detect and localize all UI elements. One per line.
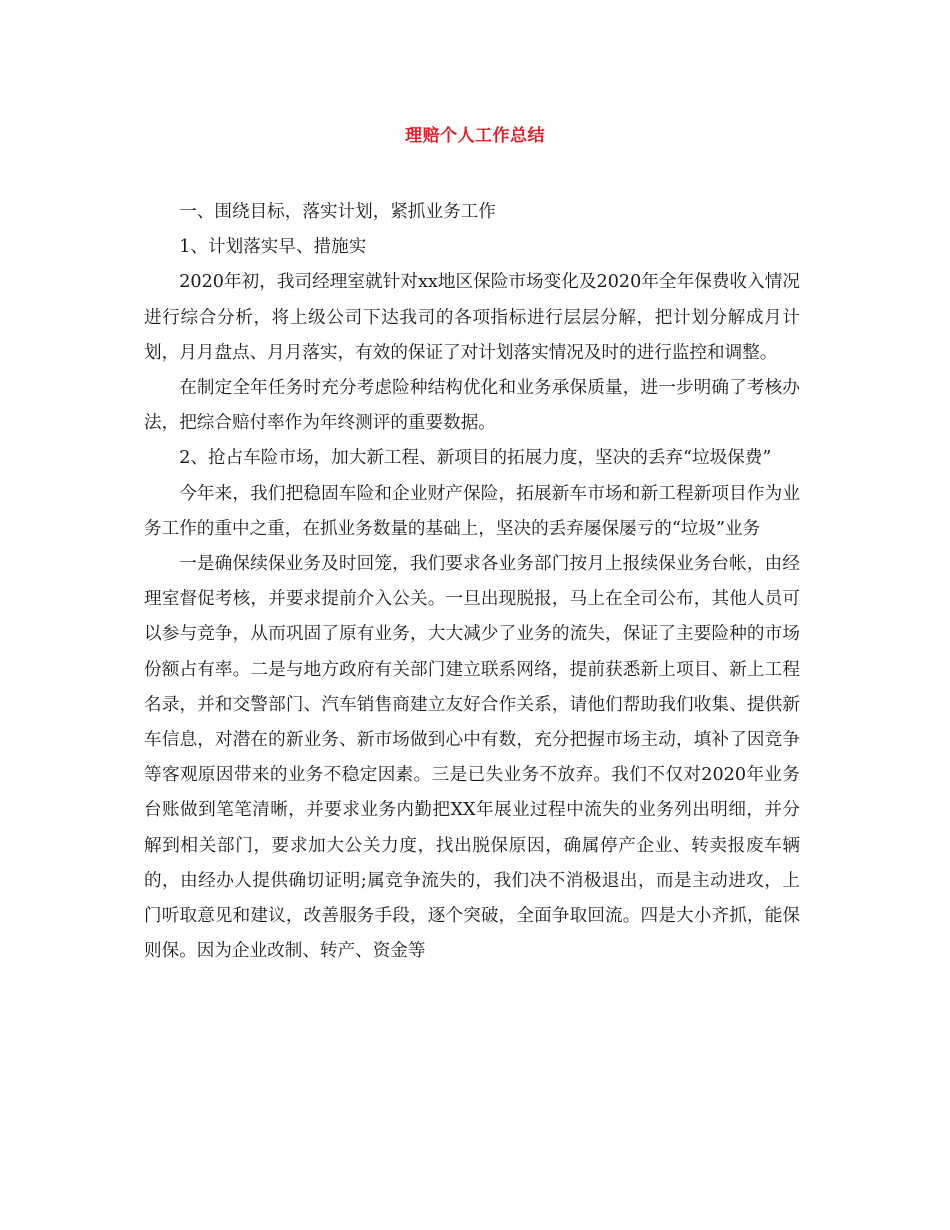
paragraph: 2020年初，我司经理室就针对xx地区保险市场变化及2020年全年保费收入情况进行综合分析，将上级公司下达我司的各项指标进行层层分解，把计划分解成月计划，月月盘点、月月落实，有效的保证了对计划落实情况及时的进行监控和调整。 [144, 272, 800, 363]
document-body [144, 195, 800, 969]
section-heading-1: 一、围绕目标，落实计划，紧抓业务工作 [179, 202, 496, 222]
paragraph: 今年来，我们把稳固车险和企业财产保险，拓展新车市场和新工程新项目作为业务工作的重中之重，在抓业务数量的基础上，坚决的丢弃屡保屡亏的“垃圾”业务 [144, 483, 800, 539]
subsection-heading-2: 2、抢占车险市场，加大新工程、新项目的拓展力度，坚决的丢弃“垃圾保费” [179, 448, 772, 469]
subsection-heading-1: 1、计划落实早、措施实 [179, 237, 367, 258]
document-title: 理赔个人工作总结 [405, 126, 545, 146]
paragraph: 一是确保续保业务及时回笼，我们要求各业务部门按月上报续保业务台帐，由经理室督促考核，并要求提前介入公关。一旦出现脱报，马上在全司公布，其他人员可以参与竞争，从而巩固了原有业务，大大减少了业务的流失，保证了主要险种的市场份额占有率。二是与地方政府有关部门建立联系网络，提前获悉新上项目、新上工程名录，并和交警部门、汽车销售商建立友好合作关系，请他们帮助我们收集、提供新车信息，对潜在的新业务、新市场做到心中有数，充分把握市场主动，填补了因竞争等客观原因带来的业务不稳定因素。三是已失业务不放弃。我们不仅对2020年业务台账做到笔笔清晰，并要求业务内勤把XX年展业过程中流失的业务列出明细，并分解到相关部门，要求加大公关力度，找出脱保原因，确属停产企业、转卖报废车辆的，由经办人提供确切证明;属竞争流失的，我们决不消极退出，而是主动进攻，上门听取意见和建议，改善服务手段，逐个突破，全面争取回流。四是大小齐抓，能保则保。因为企业改制、转产、资金等 [144, 554, 800, 962]
paragraph: 在制定全年任务时充分考虑险种结构优化和业务承保质量，进一步明确了考核办法，把综合赔付率作为年终测评的重要数据。 [144, 378, 800, 434]
